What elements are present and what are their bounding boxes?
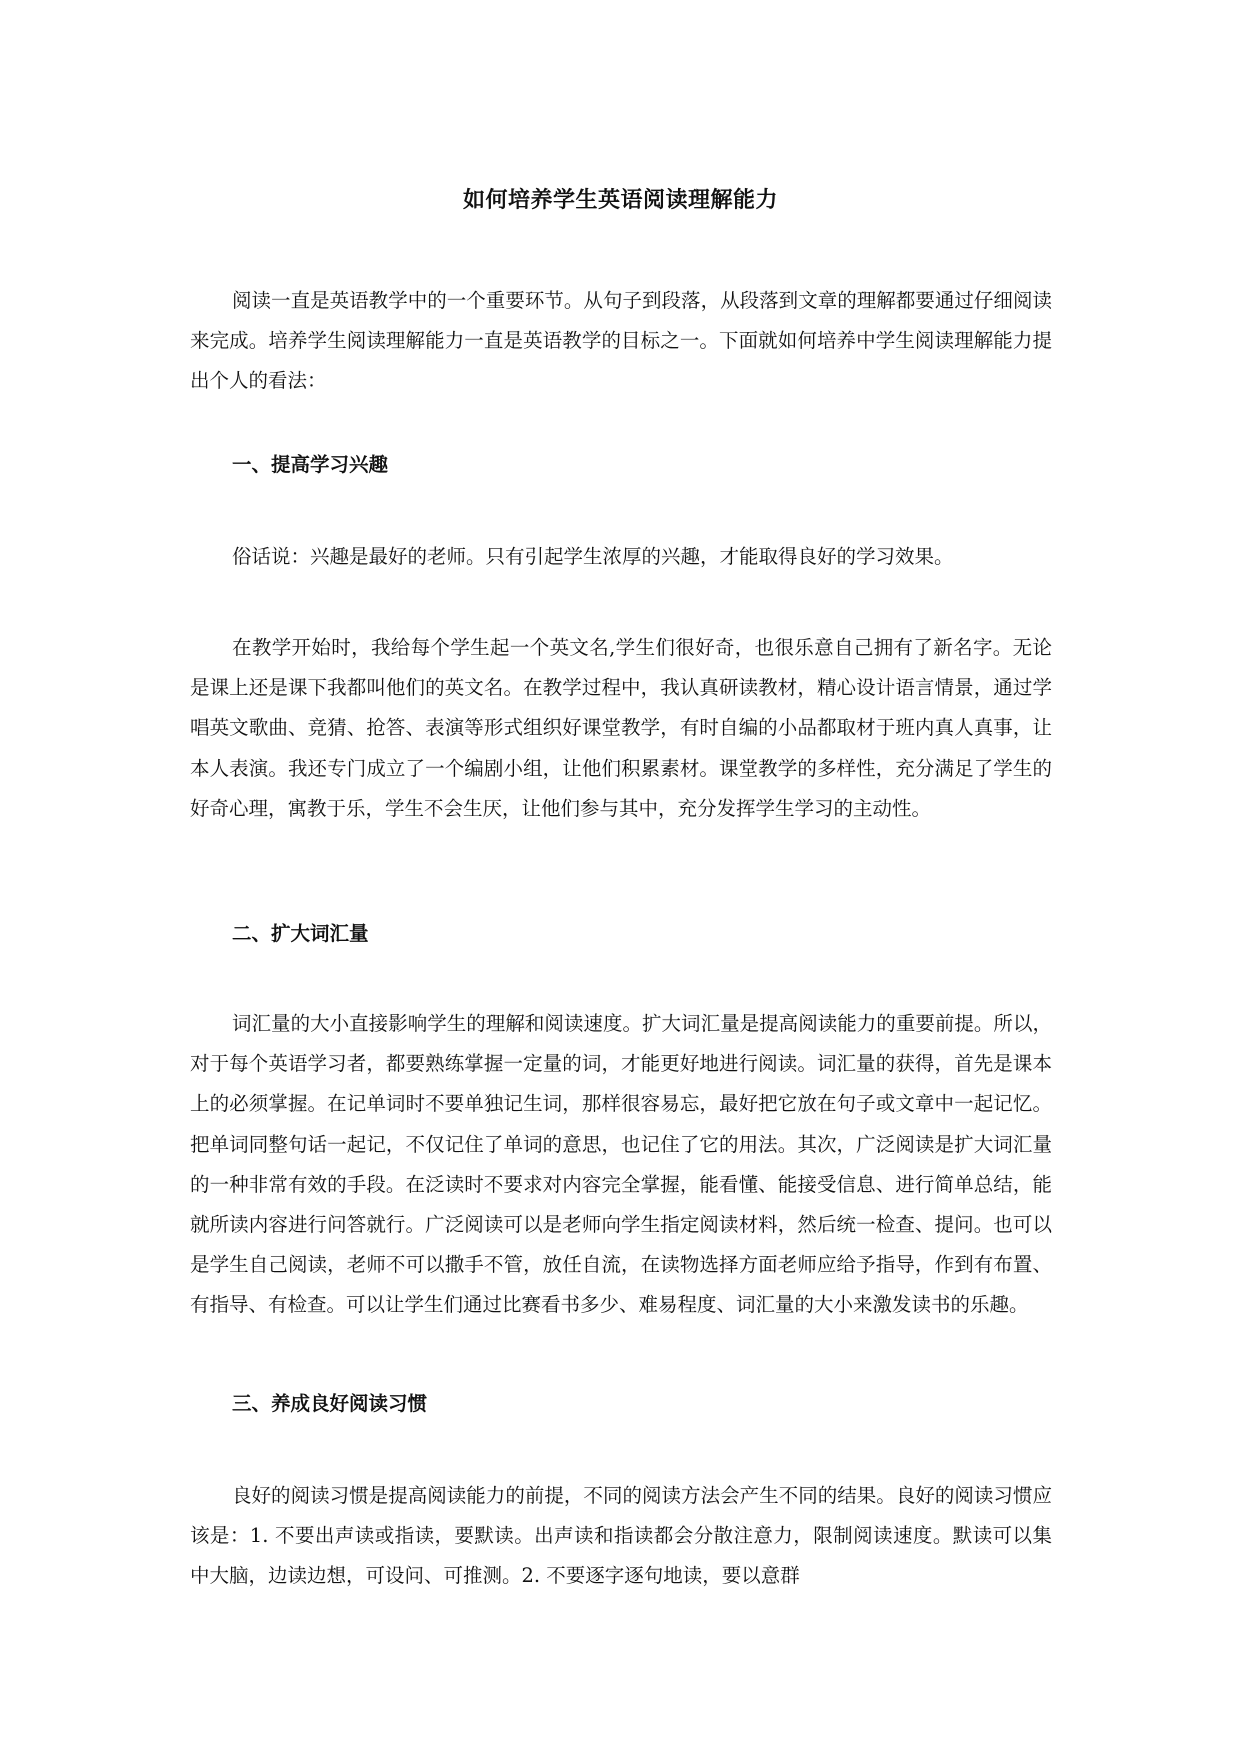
- document-title: 如何培养学生英语阅读理解能力: [462, 187, 778, 213]
- section-3-heading: 三、养成良好阅读习惯: [232, 1392, 428, 1415]
- section-1-paragraph-1: 俗话说：兴趣是最好的老师。只有引起学生浓厚的兴趣，才能取得良好的学习效果。: [232, 545, 954, 568]
- section-2-heading: 二、扩大词汇量: [232, 922, 369, 945]
- intro-paragraph: 阅读一直是英语教学中的一个重要环节。从句子到段落，从段落到文章的理解都要通过仔细阅读来完成。培养学生阅读理解能力一直是英语教学的目标之一。下面就如何培养中学生阅读理解能力提出个人的看法：: [190, 289, 1052, 393]
- section-2-paragraph-1: 词汇量的大小直接影响学生的理解和阅读速度。扩大词汇量是提高阅读能力的重要前提。所以，对于每个英语学习者，都要熟练掌握一定量的词，才能更好地进行阅读。词汇量的获得，首先是课本上的必须掌握。在记单词时不要单独记生词，那样很容易忘，最好把它放在句子或文章中一起记忆。把单词同整句话一起记，不仅记住了单词的意思，也记住了它的用法。其次，广泛阅读是扩大词汇量的一种非常有效的手段。在泛读时不要求对内容完全掌握，能看懂、能接受信息、进行简单总结，能就所读内容进行问答就行。广泛阅读可以是老师向学生指定阅读材料，然后统一检查、提问。也可以是学生自己阅读，老师不可以撒手不管，放任自流，在读物选择方面老师应给予指导，作到有布置、有指导、有检查。可以让学生们通过比赛看书多少、难易程度、词汇量的大小来激发读书的乐趣。: [190, 1012, 1052, 1317]
- section-1-heading: 一、提高学习兴趣: [232, 453, 389, 476]
- section-3-paragraph-1: 良好的阅读习惯是提高阅读能力的前提，不同的阅读方法会产生不同的结果。良好的阅读习惯应该是：1. 不要出声读或指读，要默读。出声读和指读都会分散注意力，限制阅读速度。默读可以集中大脑，边读边想，可设问、可推测。2. 不要逐字逐句地读，要以意群: [190, 1484, 1052, 1588]
- section-1-paragraph-2: 在教学开始时，我给每个学生起一个英文名,学生们很好奇，也很乐意自己拥有了新名字。无论是课上还是课下我都叫他们的英文名。在教学过程中，我认真研读教材，精心设计语言情景，通过学唱英文歌曲、竞猜、抢答、表演等形式组织好课堂教学，有时自编的小品都取材于班内真人真事，让本人表演。我还专门成立了一个编剧小组，让他们积累素材。课堂教学的多样性，充分满足了学生的好奇心理，寓教于乐，学生不会生厌，让他们参与其中，充分发挥学生学习的主动性。: [190, 636, 1052, 820]
